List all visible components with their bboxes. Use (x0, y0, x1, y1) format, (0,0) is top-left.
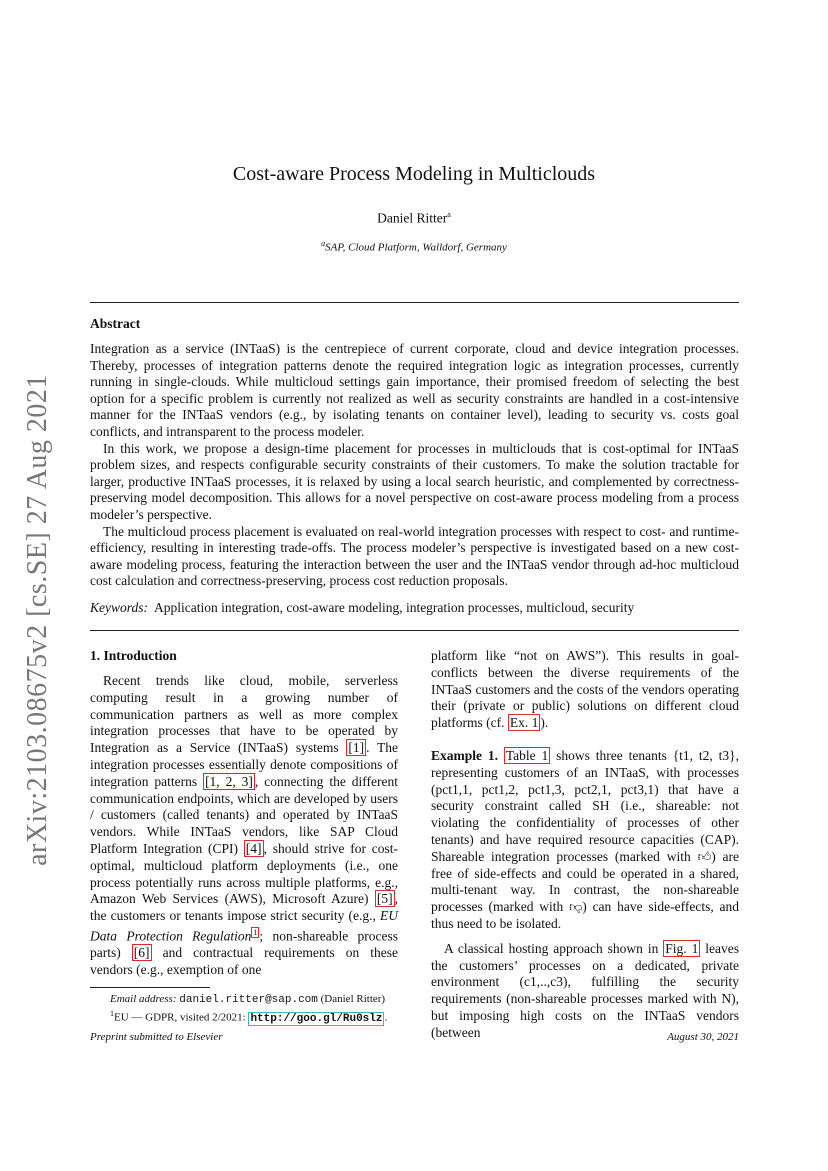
left-column (90, 673, 398, 979)
arxiv-identifier: arXiv:2103.08675v2 [cs.SE] 27 Aug 2021 (22, 374, 54, 866)
thumbs-up-icon: 👍︎ (697, 848, 712, 864)
footnote-rule (90, 987, 210, 988)
footnote-link[interactable]: 1 (253, 927, 258, 937)
gdpr-url-link[interactable]: http://goo.gl/Ru0slz (250, 1012, 383, 1025)
affiliation-text: SAP, Cloud Platform, Walldorf, Germany (325, 241, 507, 254)
example-1-paragraph: Example 1. Table 1 shows three tenants {t1, t2, t3}, representing customers of an INTaaS, with processes (pct1,1, pct1,2, pct1,3, pct2,1, pct3,1) that have a security constraint called SH (i.e., shareable: not violating the confidentiality of processes of other tenants) and have required resource capacities (CAP). Shareable integration processes (marked with 👍︎) are free of side-effects and could be operated in a shared, multi-tenant way. In contrast, the non-shareable processes (marked with 👎︎) can have side-effects, and thus need to be isolated. (431, 747, 740, 931)
classical-hosting-paragraph: A classical hosting approach shown in Fig. 1 leaves the customers’ processes on a dedicated, private environment (c1,..,c3), fulfilling the security requirements (non-shareable processes marked with N), but imposing high costs on the INTaaS vendors (between (431, 940, 739, 1040)
citation-link[interactable]: [1, 2, 3] (205, 773, 253, 789)
right-column (431, 648, 739, 1042)
author-line (0, 210, 828, 227)
preprint-note: Preprint submitted to Elsevier (90, 1031, 223, 1043)
example-ref-link[interactable]: Ex. 1 (509, 715, 539, 731)
keywords-label: Keywords: (90, 600, 148, 615)
top-rule (90, 302, 739, 303)
abstract-body (90, 341, 739, 590)
example-label: Example 1. (431, 747, 498, 763)
affiliation-mark: a (321, 239, 326, 248)
arxiv-sidebar (20, 360, 56, 880)
affiliation (0, 239, 828, 254)
citation-link[interactable]: [1] (348, 740, 365, 756)
keywords-text: Application integration, cost-aware modeling, integration processes, multicloud, security (154, 600, 635, 615)
gdpr-footnote: $^1$EU — GDPR, visited 2/2021: http://goo.gl/Ru0slz . (110, 1009, 388, 1025)
intro-paragraph-continued: platform like “not on AWS”). This results in goal-conflicts between the diverse requirements of the INTaaS customers and the costs of the vendors operating their (private or public) solutions on different cloud platforms (cf. Ex. 1 ). (431, 648, 739, 731)
email-address[interactable]: daniel.ritter@sap.com (179, 994, 318, 1006)
preprint-date: August 30, 2021 (667, 1031, 739, 1043)
section-heading-introduction: 1. Introduction (90, 648, 177, 663)
figure-ref-link[interactable]: Fig. 1 (665, 940, 699, 956)
author-name: Daniel Ritter (377, 210, 448, 226)
mid-rule (90, 630, 739, 631)
email-footnote: Email address: daniel.ritter@sap.com (Daniel Ritter) (110, 993, 386, 1006)
abstract-paragraph-1: Integration as a service (INTaaS) is the centrepiece of current corporate, cloud and device integration processes. Thereby, processes of integration patterns denote the required integration logic as integration processes, currently running in single-clouds. While multicloud settings gain importance, their promised freedom of selecting the best option for a specific problem is currently not realized as well as security constraints are handled in a cost-intensive manner for the INTaaS vendors (e.g., by isolating tenants on container level), leading to security vs. costs goal conflicts, and intransparent to the process modeler. (90, 341, 739, 439)
table-ref-link[interactable]: Table 1 (505, 747, 549, 763)
paper-title: Cost-aware Process Modeling in Multiclouds (232, 163, 596, 185)
author-affil-mark: a (447, 210, 451, 219)
citation-link[interactable]: [4] (245, 840, 262, 856)
footnotes (90, 992, 398, 1026)
keywords (90, 600, 739, 616)
abstract-heading: Abstract (90, 316, 141, 331)
abstract-paragraph-3: The multicloud process placement is evaluated on real-world integration processes with respect to cost- and runtime-efficiency, resulting in interesting trade-offs. The process modeler’s perspective is investigated based on a new cost-aware modeling process, featuring the interaction between the user and the INTaaS vendor through ad-hoc multicloud cost calculation and correctness-preserving, process cost reduction proposals. (90, 523, 739, 589)
citation-link[interactable]: [6] (133, 945, 150, 961)
thumbs-down-icon: 👎︎ (569, 899, 583, 915)
citation-link[interactable]: [5] (376, 891, 393, 907)
intro-paragraph-1: Recent trends like cloud, mobile, serverless computing result in a growing number of communication partners as well as more complex integration processes that have to be operated by Integration as a Service (INTaaS) systems [1] . The integration processes essentially denote compositions of integration patterns [1, 2, 3] , connecting the different communication endpoints, which are developed by users / customers (called tenants) and operated by INTaaS vendors. While INTaaS vendors, like SAP Cloud Platform Integration (CPI) [4] , should strive for cost-optimal, multicloud platform deployments (i.e., one process potentially runs across multiple platforms, e.g., Amazon Web Services (AWS), Microsoft Azure) [5] , the customers or tenants impose strict security (e.g., EU Data Protection Regulation $^1$ ; non-shareable process parts) [6] and contractual requirements on these vendors (e.g., exemption of one (90, 673, 398, 978)
abstract-paragraph-2: In this work, we propose a design-time placement for processes in multiclouds that is cost-optimal for INTaaS problem sizes, and respects configurable security constraints of their customers. To make the solution tractable for larger, productive INTaaS processes, it is relaxed by using a local search heuristic, and complemented by correctness-preserving model decomposition. This allows for a novel perspective on cost-aware process modeling from a process modeler’s perspective. (90, 440, 739, 522)
